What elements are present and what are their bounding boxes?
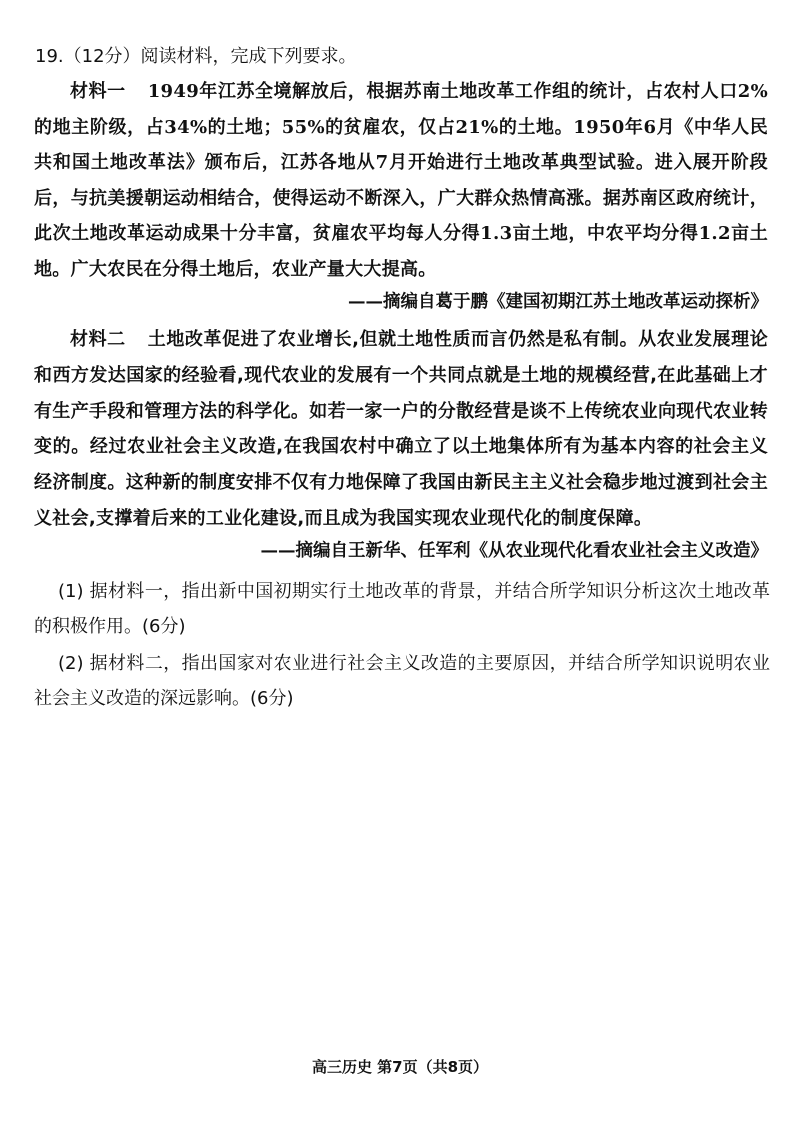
subquestion-1: (1) 据材料一，指出新中国初期实行土地改革的背景，并结合所学知识分析这次土地改革的积极作用。(6分) (34, 581, 770, 637)
material-one-paragraph (34, 74, 768, 287)
material-one-text: 1949年江苏全境解放后，根据苏南土地改革工作组的统计，占农村人口2%的地主阶级，占34%的土地；55%的贫雇农，仅占21%的土地。1950年6月《中华人民共和国土地改革法》颁布后，江苏各地从7月开始进行土地改革典型试验。进入展开阶段后，与抗美援朝运动相结合，使得运动不断深入，广大群众热情高涨。据苏南区政府统计，此次土地改革运动成果十分丰富，贫雇农平均每人分得1.3亩土地，中农平均分得1.2亩土地。广大农民在分得土地后，农业产量大大提高。 (34, 81, 768, 280)
question-header: 19.（12分）阅读材料，完成下列要求。 (35, 46, 357, 67)
material-one-label: 材料一 (70, 81, 126, 102)
material-two-label: 材料二 (70, 329, 126, 350)
page-footer: 高三历史 第7页（共8页） (311, 1058, 489, 1076)
subquestion-2: (2) 据材料二，指出国家对农业进行社会主义改造的主要原因，并结合所学知识说明农业社会主义改造的深远影响。(6分) (34, 653, 770, 709)
material-two-source: ——摘编自王新华、任军利《从农业现代化看农业社会主义改造》 (260, 541, 768, 561)
material-one-source: ——摘编自葛于鹏《建国初期江苏土地改革运动探析》 (348, 292, 768, 312)
material-two-text: 土地改革促进了农业增长,但就土地性质而言仍然是私有制。从农业发展理论和西方发达国家的经验看,现代农业的发展有一个共同点就是土地的规模经营,在此基础上才有生产手段和管理方法的科学化。如若一家一户的分散经营是谈不上传统农业向现代农业转变的。经过农业社会主义改造,在我国农村中确立了以土地集体所有为基本内容的社会主义经济制度。这种新的制度安排不仅有力地保障了我国由新民主主义社会稳步地过渡到社会主义社会,支撑着后来的工业化建设,而且成为我国实现农业现代化的制度保障。 (34, 329, 768, 529)
material-two-paragraph (34, 322, 768, 537)
